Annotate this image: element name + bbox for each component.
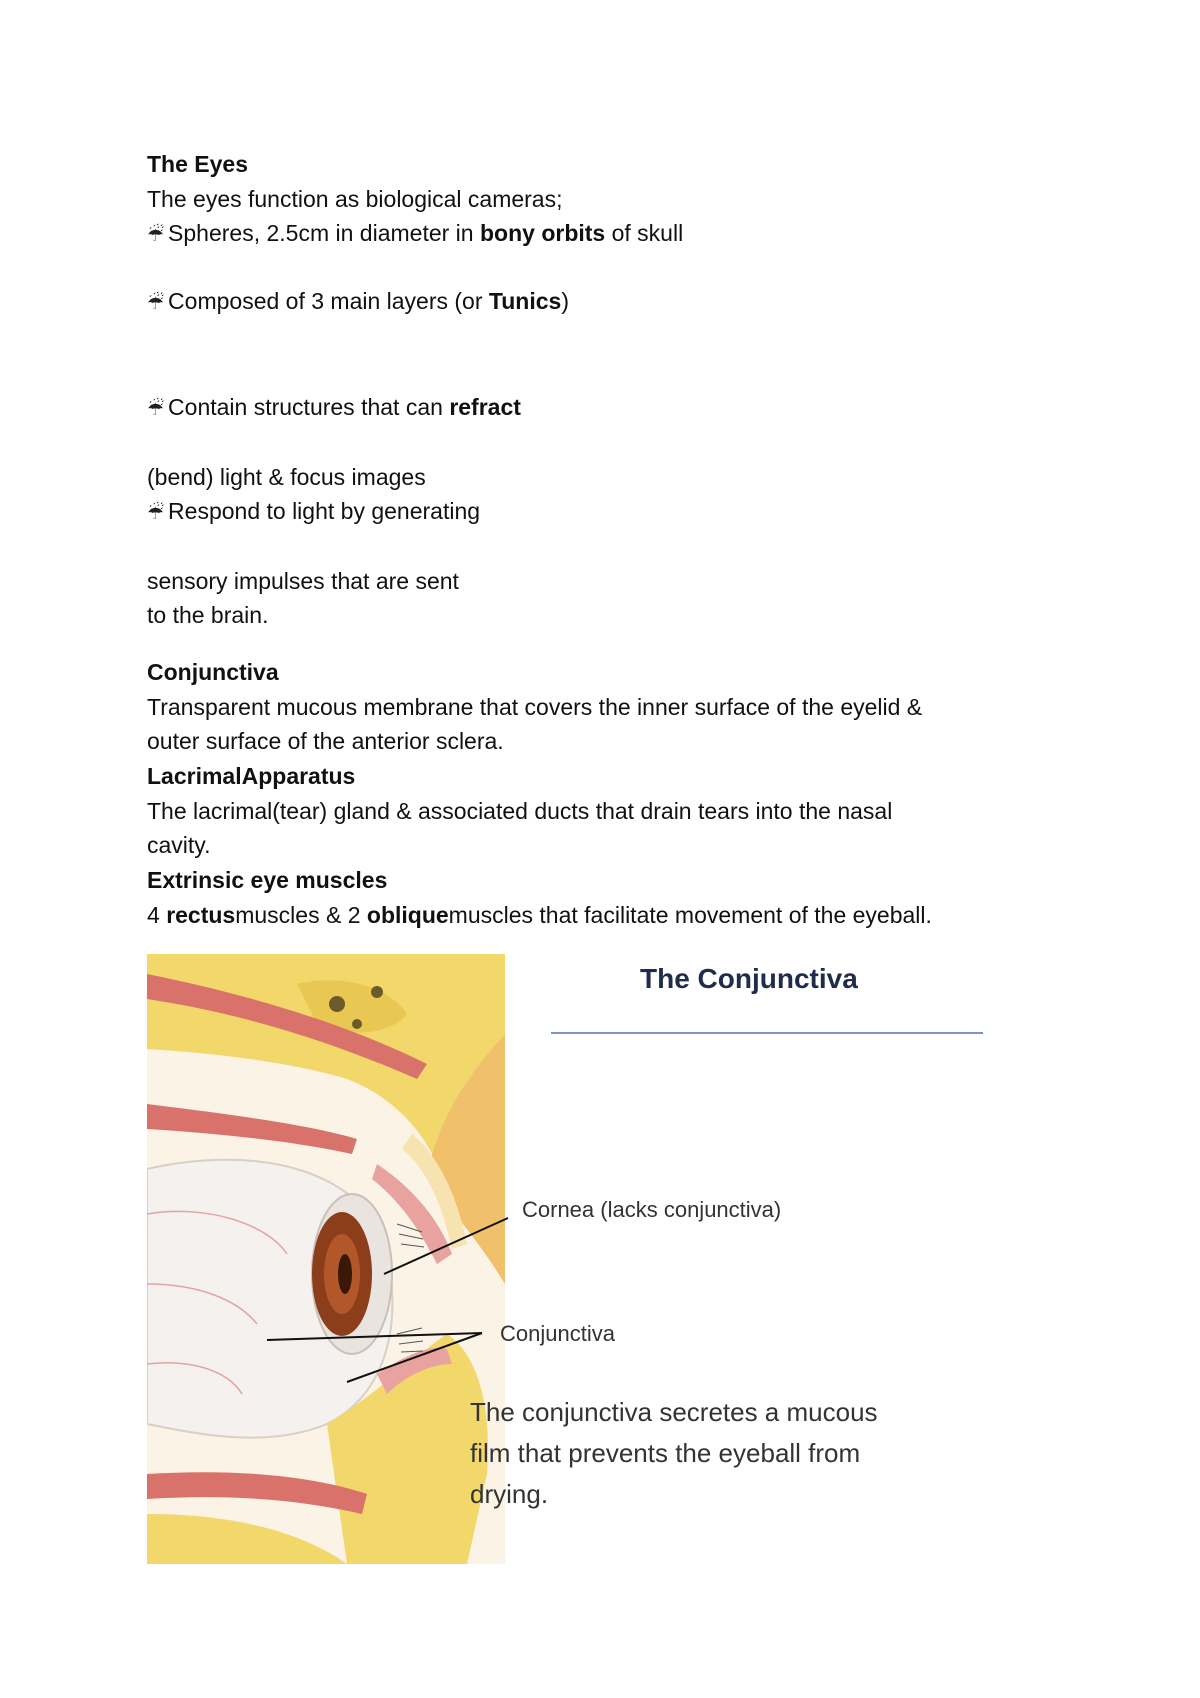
conjunctiva-text-1: Transparent mucous membrane that covers the inner surface of the eyelid & [147,694,923,720]
bullet-item-spheres: ☔ Spheres, 2.5cm in diameter in bony orbits of skull [147,220,684,246]
cornea-label: Cornea (lacks conjunctiva) [522,1197,782,1222]
figure-caption-3: drying. [470,1479,549,1509]
umbrella-rain-icon: ☔ [147,292,165,314]
bullet-item-respond: ☔ Respond to light by generating [147,498,481,524]
bullet-item-layers: ☔ Composed of 3 main layers (or Tunics) [147,288,569,314]
umbrella-rain-icon: ☔ [147,398,165,420]
lacrimal-text-1: The lacrimal(tear) gland & associated ducts that drain tears into the nasal [147,798,893,824]
figure-title-divider [551,1032,983,1034]
figure-caption-2: film that prevents the eyeball from [470,1438,861,1468]
extrinsic-text: 4 rectusmuscles & 2 obliquemuscles that facilitate movement of the eyeball. [147,902,932,928]
eye-anatomy-illustration [147,954,997,1564]
figure-title: The Conjunctiva [640,963,858,994]
bend-text: (bend) light & focus images [147,464,426,490]
lacrimal-heading: LacrimalApparatus [147,763,356,789]
conjunctiva-text-2: outer surface of the anterior sclera. [147,728,504,754]
umbrella-rain-icon: ☔ [147,224,165,246]
figure-caption-1: The conjunctiva secretes a mucous [470,1397,878,1427]
extrinsic-heading: Extrinsic eye muscles [147,867,388,893]
sensory-text: sensory impulses that are sent [147,568,459,594]
umbrella-rain-icon: ☔ [147,502,165,524]
conjunctiva-heading: Conjunctiva [147,659,279,685]
conjunctiva-label: Conjunctiva [500,1321,615,1346]
bullet-item-refract: ☔ Contain structures that can refract [147,394,521,420]
doc-title: The Eyes [147,151,248,177]
brain-text: to the brain. [147,602,269,628]
lacrimal-text-2: cavity. [147,832,211,858]
intro-text: The eyes function as biological cameras; [147,186,563,212]
